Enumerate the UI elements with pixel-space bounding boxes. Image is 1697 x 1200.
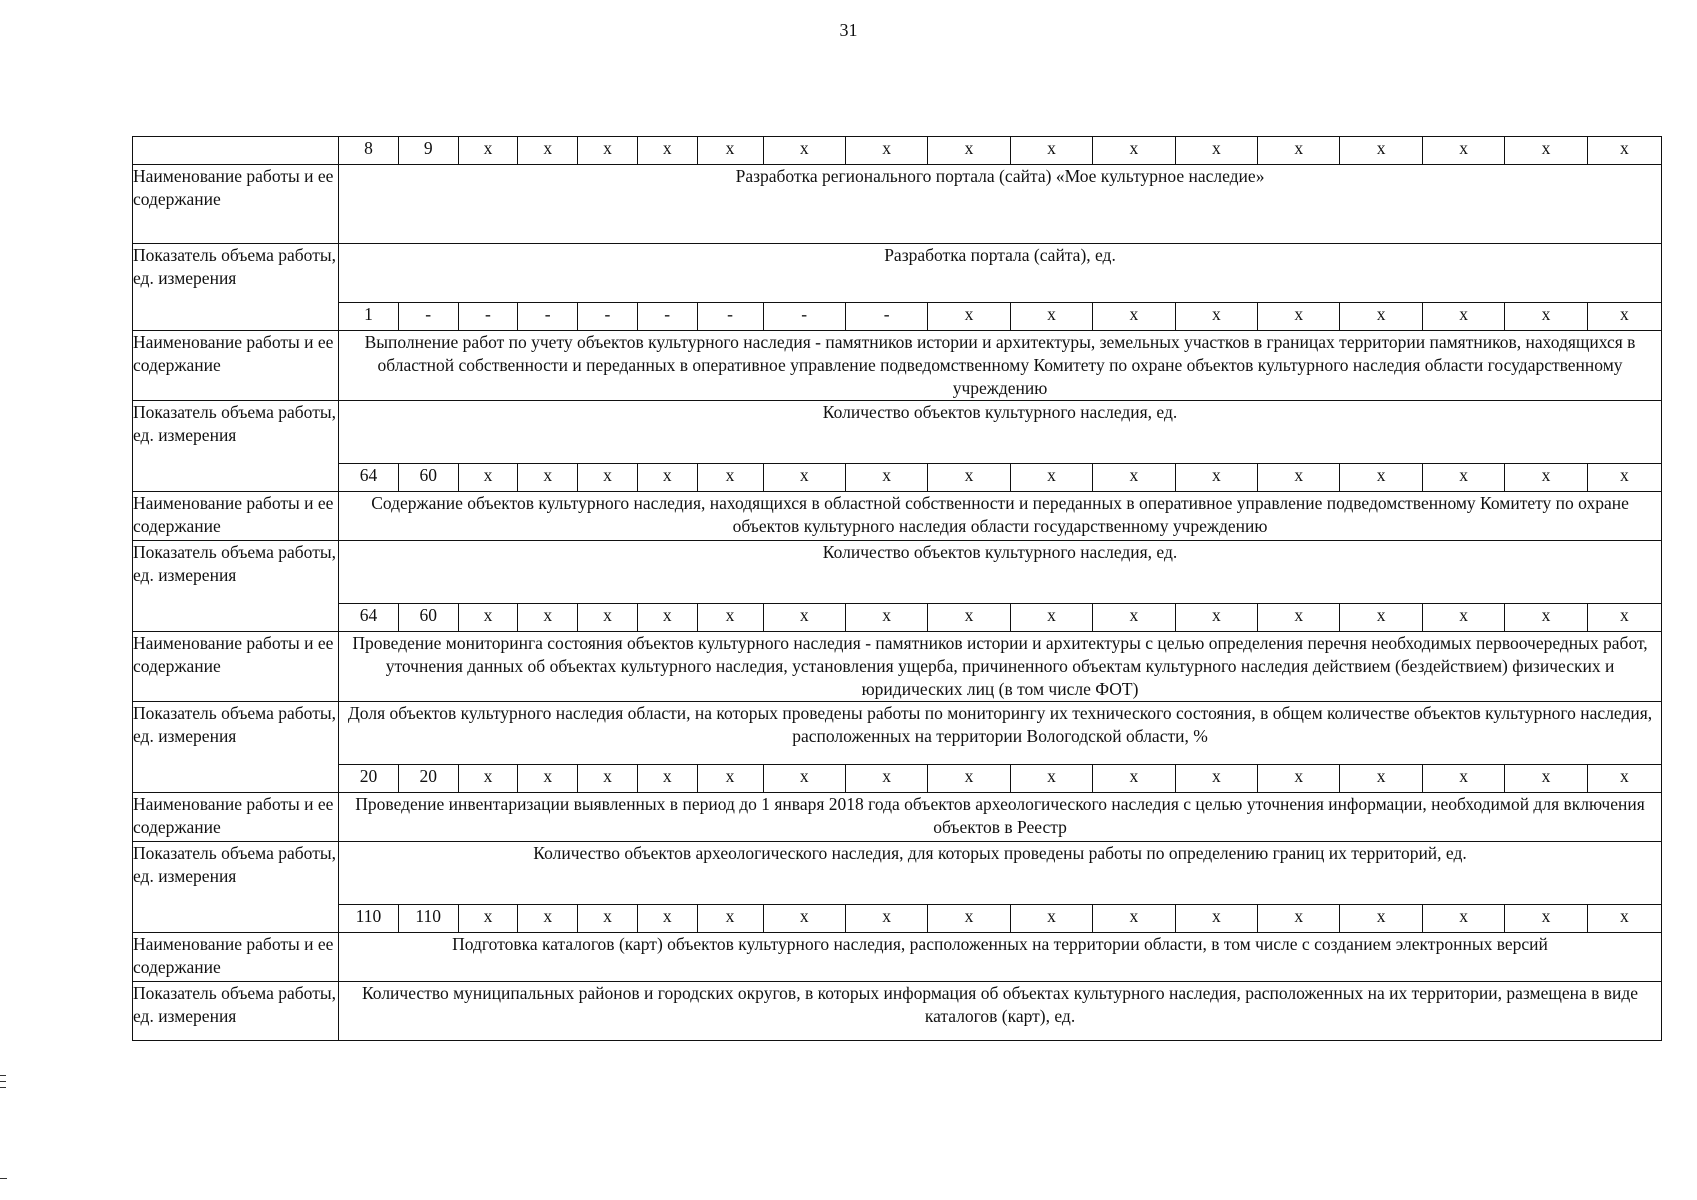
value-cell: x	[1175, 137, 1257, 165]
value-cell: -	[458, 303, 518, 331]
work-name-label: Наименование работы и ее содержание	[133, 793, 339, 842]
work-name-row	[133, 331, 1662, 401]
value-cell: x	[1258, 303, 1340, 331]
indicator-label: Показатель объема работы, ед. измерения	[133, 702, 339, 793]
indicator-label: Показатель объема работы, ед. измерения	[133, 401, 339, 492]
value-cell: x	[1340, 303, 1422, 331]
value-cell: x	[458, 765, 518, 793]
value-cell: x	[1340, 765, 1422, 793]
indicator-text: Количество объектов культурного наследия, ед.	[339, 541, 1662, 604]
value-cell: x	[1010, 905, 1092, 933]
work-name-text: Содержание объектов культурного наследия, находящихся в областной собственности и переданных в оперативное управление подведомственному Комитету по охране объектов культурного наследия области государственному учреждению	[339, 492, 1662, 541]
work-name-text: Проведение мониторинга состояния объектов культурного наследия - памятников истории и архитектуры с целью определения перечня необходимых первоочередных работ, уточнения данных об объектах культурного наследия, установления ущерба, причиненного объектам культурного наследия действием (бездействием) физических и юридических лиц (в том числе ФОТ)	[339, 632, 1662, 702]
value-cell: x	[1010, 765, 1092, 793]
value-cell: x	[578, 905, 638, 933]
indicator-text: Количество муниципальных районов и городских округов, в которых информация об объектах культурного наследия, расположенных на их территории, размещена в виде каталогов (карт), ед.	[339, 982, 1662, 1041]
value-cell: x	[697, 905, 763, 933]
value-cell: x	[697, 464, 763, 492]
empty-label-cell	[133, 137, 339, 165]
value-cell: x	[845, 137, 927, 165]
margin-marks	[0, 1075, 6, 1093]
value-cell: x	[458, 137, 518, 165]
indicator-row	[133, 541, 1662, 604]
value-cell: x	[1175, 303, 1257, 331]
indicator-row	[133, 982, 1662, 1041]
work-name-label: Наименование работы и ее содержание	[133, 165, 339, 244]
value-cell: x	[637, 604, 697, 632]
value-cell: x	[1093, 765, 1175, 793]
indicator-row	[133, 842, 1662, 905]
work-name-row	[133, 165, 1662, 244]
value-cell: 1	[339, 303, 399, 331]
values-row	[133, 905, 1662, 933]
value-cell: x	[1422, 905, 1504, 933]
value-cell: x	[763, 765, 845, 793]
indicator-label: Показатель объема работы, ед. измерения	[133, 842, 339, 933]
value-cell: -	[637, 303, 697, 331]
values-row	[133, 137, 1662, 165]
value-cell: 20	[398, 765, 458, 793]
value-cell: x	[928, 765, 1010, 793]
work-indicators-table	[132, 136, 1662, 1041]
value-cell: x	[763, 464, 845, 492]
value-cell: x	[1010, 464, 1092, 492]
value-cell: x	[845, 604, 927, 632]
value-cell: 60	[398, 464, 458, 492]
value-cell: x	[928, 464, 1010, 492]
value-cell: x	[1340, 464, 1422, 492]
value-cell: x	[845, 464, 927, 492]
value-cell: x	[1422, 137, 1504, 165]
value-cell: x	[928, 303, 1010, 331]
value-cell: x	[928, 905, 1010, 933]
value-cell: x	[1093, 604, 1175, 632]
value-cell: x	[1587, 303, 1661, 331]
work-name-label: Наименование работы и ее содержание	[133, 492, 339, 541]
value-cell: x	[518, 905, 578, 933]
indicator-text: Количество объектов культурного наследия, ед.	[339, 401, 1662, 464]
value-cell: x	[1422, 464, 1504, 492]
page-number: 31	[839, 20, 858, 40]
value-cell: x	[458, 464, 518, 492]
indicator-row	[133, 244, 1662, 303]
values-row	[133, 464, 1662, 492]
work-name-label: Наименование работы и ее содержание	[133, 933, 339, 982]
value-cell: x	[1010, 303, 1092, 331]
value-cell: x	[1587, 137, 1661, 165]
value-cell: -	[398, 303, 458, 331]
work-name-text: Подготовка каталогов (карт) объектов культурного наследия, расположенных на территории области, в том числе с созданием электронных версий	[339, 933, 1662, 982]
value-cell: x	[1258, 604, 1340, 632]
indicator-label: Показатель объема работы, ед. измерения	[133, 541, 339, 632]
work-name-label: Наименование работы и ее содержание	[133, 632, 339, 702]
value-cell: x	[518, 765, 578, 793]
value-cell: x	[637, 905, 697, 933]
indicator-text: Количество объектов археологического наследия, для которых проведены работы по определению границ их территорий, ед.	[339, 842, 1662, 905]
value-cell: x	[928, 137, 1010, 165]
value-cell: x	[578, 137, 638, 165]
value-cell: x	[1587, 905, 1661, 933]
value-cell: x	[697, 765, 763, 793]
value-cell: x	[1258, 137, 1340, 165]
indicator-text: Разработка портала (сайта), ед.	[339, 244, 1662, 303]
value-cell: x	[928, 604, 1010, 632]
value-cell: x	[1258, 464, 1340, 492]
value-cell: x	[1587, 765, 1661, 793]
value-cell: x	[1422, 765, 1504, 793]
values-row	[133, 303, 1662, 331]
value-cell: x	[697, 137, 763, 165]
value-cell: x	[1505, 905, 1587, 933]
value-cell: x	[1093, 905, 1175, 933]
value-cell: 110	[339, 905, 399, 933]
value-cell: x	[1340, 905, 1422, 933]
value-cell: x	[763, 137, 845, 165]
value-cell: x	[1175, 765, 1257, 793]
indicator-row	[133, 702, 1662, 765]
value-cell: -	[578, 303, 638, 331]
value-cell: x	[1175, 604, 1257, 632]
value-cell: x	[1010, 137, 1092, 165]
value-cell: x	[1422, 303, 1504, 331]
work-name-row	[133, 793, 1662, 842]
value-cell: x	[578, 464, 638, 492]
indicator-text: Доля объектов культурного наследия области, на которых проведены работы по мониторингу их технического состояния, в общем количестве объектов культурного наследия, расположенных на территории Вологодской области, %	[339, 702, 1662, 765]
value-cell: x	[1505, 765, 1587, 793]
value-cell: -	[518, 303, 578, 331]
indicator-label: Показатель объема работы, ед. измерения	[133, 982, 339, 1041]
value-cell: x	[1422, 604, 1504, 632]
margin-dash	[0, 1178, 7, 1179]
value-cell: x	[1175, 905, 1257, 933]
work-name-text: Проведение инвентаризации выявленных в период до 1 января 2018 года объектов археологического наследия с целью уточнения информации, необходимой для включения объектов в Реестр	[339, 793, 1662, 842]
value-cell: x	[1505, 303, 1587, 331]
value-cell: x	[1505, 464, 1587, 492]
value-cell: x	[763, 604, 845, 632]
value-cell: x	[458, 905, 518, 933]
value-cell: x	[518, 464, 578, 492]
work-name-row	[133, 492, 1662, 541]
value-cell: x	[1587, 604, 1661, 632]
value-cell: -	[697, 303, 763, 331]
values-row	[133, 765, 1662, 793]
value-cell: x	[1010, 604, 1092, 632]
value-cell: x	[518, 137, 578, 165]
work-name-row	[133, 632, 1662, 702]
value-cell: 8	[339, 137, 399, 165]
indicator-row	[133, 401, 1662, 464]
values-row	[133, 604, 1662, 632]
value-cell: x	[578, 604, 638, 632]
value-cell: x	[1340, 137, 1422, 165]
value-cell: 64	[339, 464, 399, 492]
value-cell: 110	[398, 905, 458, 933]
value-cell: x	[1505, 604, 1587, 632]
value-cell: x	[458, 604, 518, 632]
work-name-row	[133, 933, 1662, 982]
value-cell: 64	[339, 604, 399, 632]
value-cell: -	[763, 303, 845, 331]
value-cell: x	[1258, 905, 1340, 933]
work-name-text: Разработка регионального портала (сайта) «Мое культурное наследие»	[339, 165, 1662, 244]
value-cell: x	[1340, 604, 1422, 632]
value-cell: x	[1093, 464, 1175, 492]
value-cell: x	[518, 604, 578, 632]
value-cell: 20	[339, 765, 399, 793]
value-cell: x	[1093, 303, 1175, 331]
value-cell: x	[1093, 137, 1175, 165]
value-cell: x	[637, 137, 697, 165]
indicator-label: Показатель объема работы, ед. измерения	[133, 244, 339, 331]
value-cell: x	[1258, 765, 1340, 793]
value-cell: x	[697, 604, 763, 632]
work-name-label: Наименование работы и ее содержание	[133, 331, 339, 401]
work-name-text: Выполнение работ по учету объектов культурного наследия - памятников истории и архитектуры, земельных участков в границах территории памятников, находящихся в областной собственности и переданных в оперативное управление подведомственному Комитету по охране объектов культурного наследия области государственному учреждению	[339, 331, 1662, 401]
value-cell: -	[845, 303, 927, 331]
value-cell: x	[763, 905, 845, 933]
value-cell: x	[845, 765, 927, 793]
value-cell: x	[1587, 464, 1661, 492]
value-cell: x	[845, 905, 927, 933]
value-cell: x	[578, 765, 638, 793]
value-cell: x	[1175, 464, 1257, 492]
value-cell: x	[1505, 137, 1587, 165]
value-cell: x	[637, 765, 697, 793]
value-cell: 9	[398, 137, 458, 165]
value-cell: 60	[398, 604, 458, 632]
value-cell: x	[637, 464, 697, 492]
